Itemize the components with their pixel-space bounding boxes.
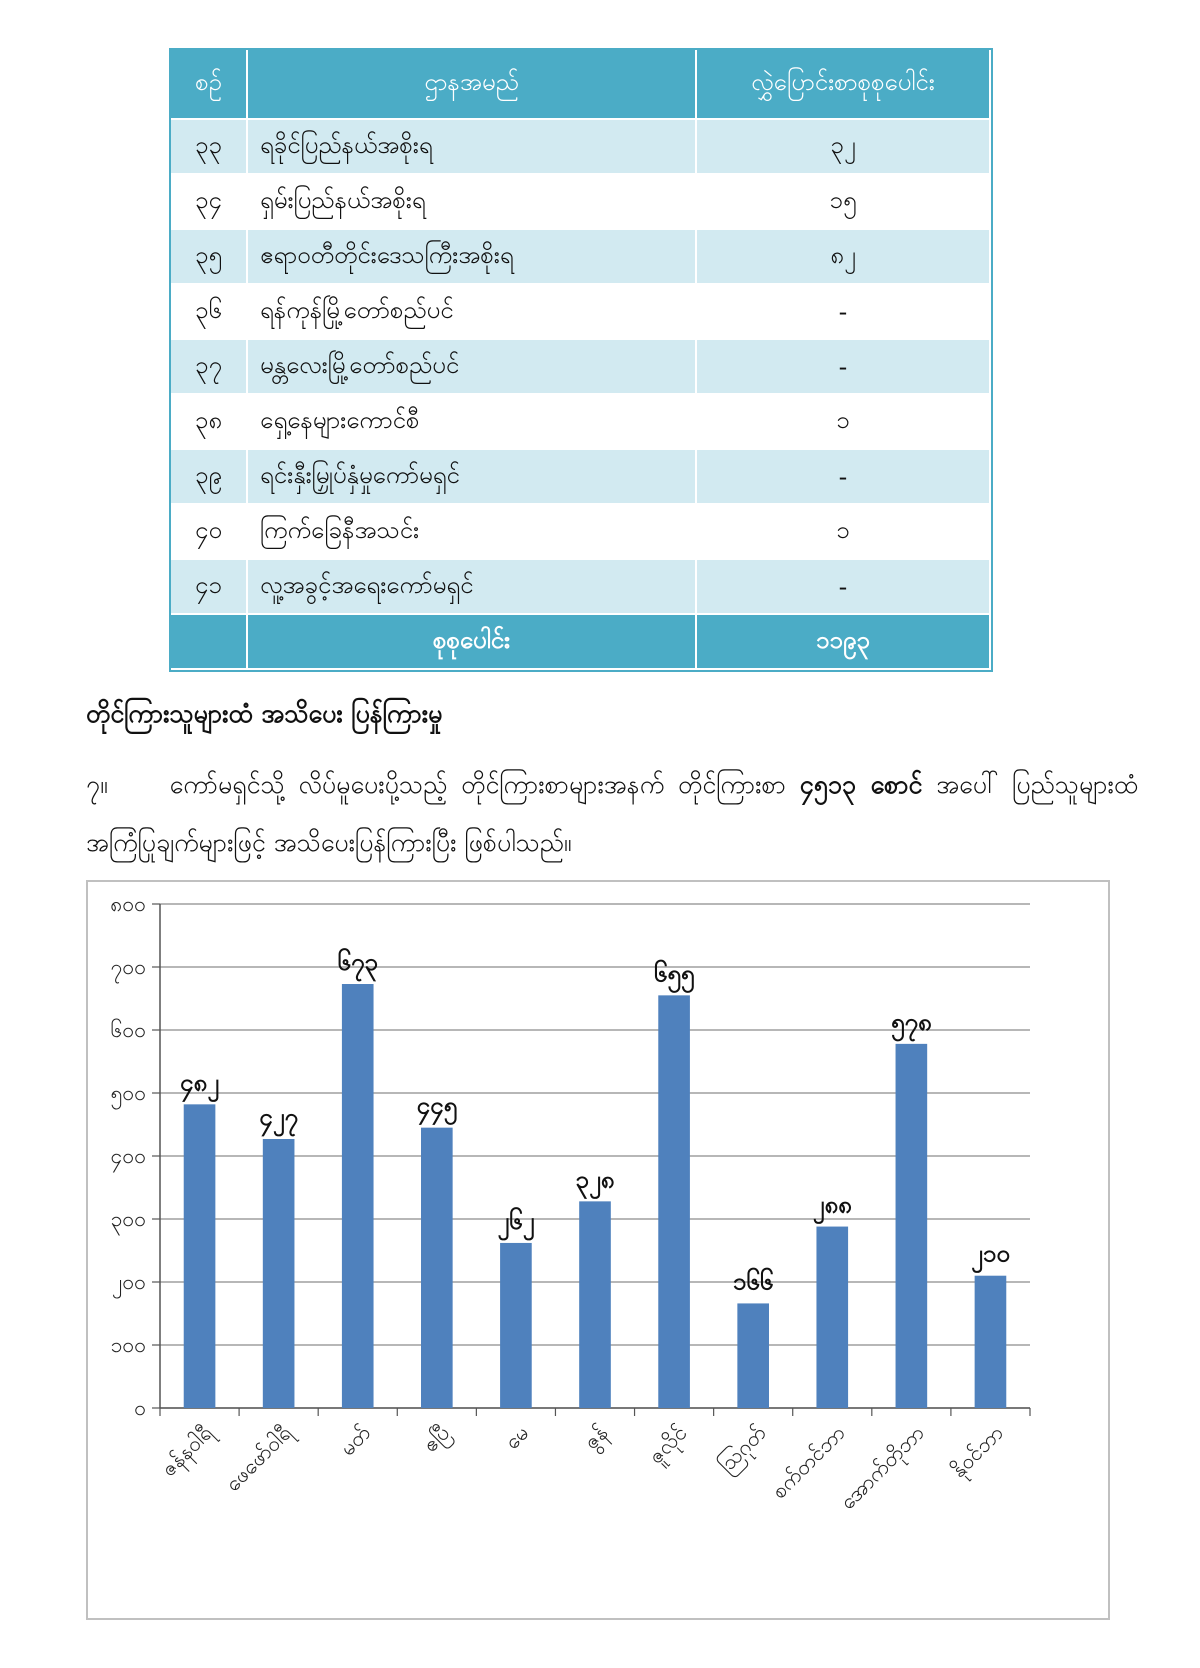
row-department: မန္တလေးမြို့တော်စည်ပင်: [247, 339, 696, 394]
x-category-label: မတ်: [335, 1420, 376, 1461]
reply-paragraph: [86, 756, 1138, 872]
table-row: [171, 229, 990, 284]
row-number: ၄၁: [171, 559, 247, 614]
x-category-label: ဧပြီ: [418, 1420, 455, 1457]
paragraph-bold-count: ၄၅၁၃ စောင်: [799, 770, 923, 799]
paragraph-text-after: အပေါ် ပြည်သူများထံ အကြံပြုချက်များဖြင့် အသိပေးပြန်ကြားပြီး ဖြစ်ပါသည်။: [86, 770, 1138, 857]
table-row: [171, 394, 990, 449]
table-header-row: [171, 50, 990, 119]
bar: [816, 1227, 848, 1408]
transfer-table: [171, 50, 991, 670]
row-count: ၁: [696, 504, 990, 559]
bar: [975, 1276, 1007, 1408]
row-number: ၃၆: [171, 284, 247, 339]
row-count: -: [696, 284, 990, 339]
x-category-label: မေ: [499, 1420, 534, 1455]
row-number: ၃၅: [171, 229, 247, 284]
row-department: ရှမ်းပြည်နယ်အစိုးရ: [247, 174, 696, 229]
table-header-cell: စဉ်: [171, 50, 247, 119]
bar: [896, 1044, 928, 1408]
bar-value-label: ၄၈၂: [180, 1068, 220, 1097]
y-tick-label: ၈၀၀: [110, 892, 146, 916]
x-category-label: နိုဝင်ဘာ: [946, 1420, 1008, 1483]
x-category-label: ဇန်နဝါရီ: [156, 1420, 218, 1482]
monthly-complaints-chart: [86, 880, 1110, 1620]
table-total-row: [171, 614, 990, 669]
row-count: -: [696, 339, 990, 394]
bar: [184, 1104, 216, 1408]
bar: [263, 1139, 295, 1408]
row-department: ရှေ့နေများကောင်စီ: [247, 394, 696, 449]
y-tick-label: ၄၀၀: [110, 1144, 146, 1168]
bar-value-label: ၂၈၈: [812, 1190, 852, 1219]
bar-value-label: ၄၂၇: [259, 1102, 299, 1131]
x-category-label: ဖေဖော်ဝါရီ: [220, 1420, 297, 1497]
y-tick-label: ၆၀၀: [110, 1018, 146, 1042]
bar: [579, 1201, 611, 1408]
bar: [421, 1128, 453, 1408]
row-number: ၃၉: [171, 449, 247, 504]
row-number: ၃၇: [171, 339, 247, 394]
row-count: -: [696, 559, 990, 614]
x-category-label: ဩဂုတ်: [713, 1420, 771, 1478]
row-number: ၃၄: [171, 174, 247, 229]
row-number: ၄၀: [171, 504, 247, 559]
table-row: [171, 504, 990, 559]
row-department: ရန်ကုန်မြို့တော်စည်ပင်: [247, 284, 696, 339]
bar-value-label: ၂၆၂: [497, 1206, 535, 1235]
row-number: ၃၃: [171, 119, 247, 174]
bar-value-label: ၅၇၈: [891, 1007, 932, 1036]
bar-value-label: ၂၁၀: [971, 1239, 1010, 1268]
table-row: [171, 339, 990, 394]
table-row: [171, 449, 990, 504]
table-header-cell: ဌာနအမည်: [247, 50, 696, 119]
y-tick-label: ၇၀၀: [110, 955, 146, 979]
row-department: ရင်းနှီးမြှုပ်နှံမှုကော်မရှင်: [247, 449, 696, 504]
table-header-cell: လွှဲပြောင်းစာစုစုပေါင်း: [696, 50, 990, 119]
row-department: ဧရာဝတီတိုင်းဒေသကြီးအစိုးရ: [247, 229, 696, 284]
row-department: ရခိုင်ပြည်နယ်အစိုးရ: [247, 119, 696, 174]
row-number: ၃၈: [171, 394, 247, 449]
section-heading: တိုင်ကြားသူများထံ အသိပေး ပြန်ကြားမှု: [86, 699, 443, 728]
table-row: [171, 174, 990, 229]
bar-value-label: ၆၇၃: [337, 948, 378, 977]
y-tick-label: ၂၀၀: [112, 1270, 146, 1294]
row-department: လူ့အခွင့်အရေးကော်မရှင်: [247, 559, 696, 614]
x-category-label: ဇွန်: [579, 1420, 613, 1455]
y-tick-label: ၀: [134, 1396, 146, 1420]
x-category-label: ဇူလိုင်: [643, 1420, 692, 1469]
total-value: ၁၁၉၃: [696, 614, 990, 669]
bar: [500, 1243, 532, 1408]
bar-value-label: ၃၂၈: [575, 1165, 615, 1194]
total-label: စုစုပေါင်း: [247, 614, 696, 669]
total-blank-cell: [171, 614, 247, 669]
table-row: [171, 119, 990, 174]
paragraph-text-before: ကော်မရှင်သို့ လိပ်မူပေးပို့သည့် တိုင်ကြားစာများအနက် တိုင်ကြားစာ: [169, 770, 800, 799]
y-tick-label: ၃၀၀: [110, 1207, 146, 1231]
y-tick-label: ၅၀၀: [110, 1081, 146, 1105]
paragraph-number: ၇။: [86, 770, 108, 799]
table-row: [171, 284, 990, 339]
bar: [658, 995, 690, 1408]
x-category-label: စက်တင်ဘာ: [766, 1420, 850, 1504]
table-row: [171, 559, 990, 614]
bar-value-label: ၆၅၅: [653, 959, 695, 988]
bar-value-label: ၁၆၆: [732, 1267, 774, 1296]
row-count: ၁: [696, 394, 990, 449]
row-count: ၈၂: [696, 229, 990, 284]
bar-value-label: ၄၄၅: [416, 1091, 458, 1120]
row-department: ကြက်ခြေနီအသင်း: [247, 504, 696, 559]
x-category-label: အောက်တိုဘာ: [835, 1420, 929, 1515]
row-count: ၁၅: [696, 174, 990, 229]
bar: [737, 1303, 769, 1408]
y-tick-label: ၁၀၀: [110, 1333, 146, 1357]
row-count: ၃၂: [696, 119, 990, 174]
row-count: -: [696, 449, 990, 504]
bar: [342, 984, 374, 1408]
